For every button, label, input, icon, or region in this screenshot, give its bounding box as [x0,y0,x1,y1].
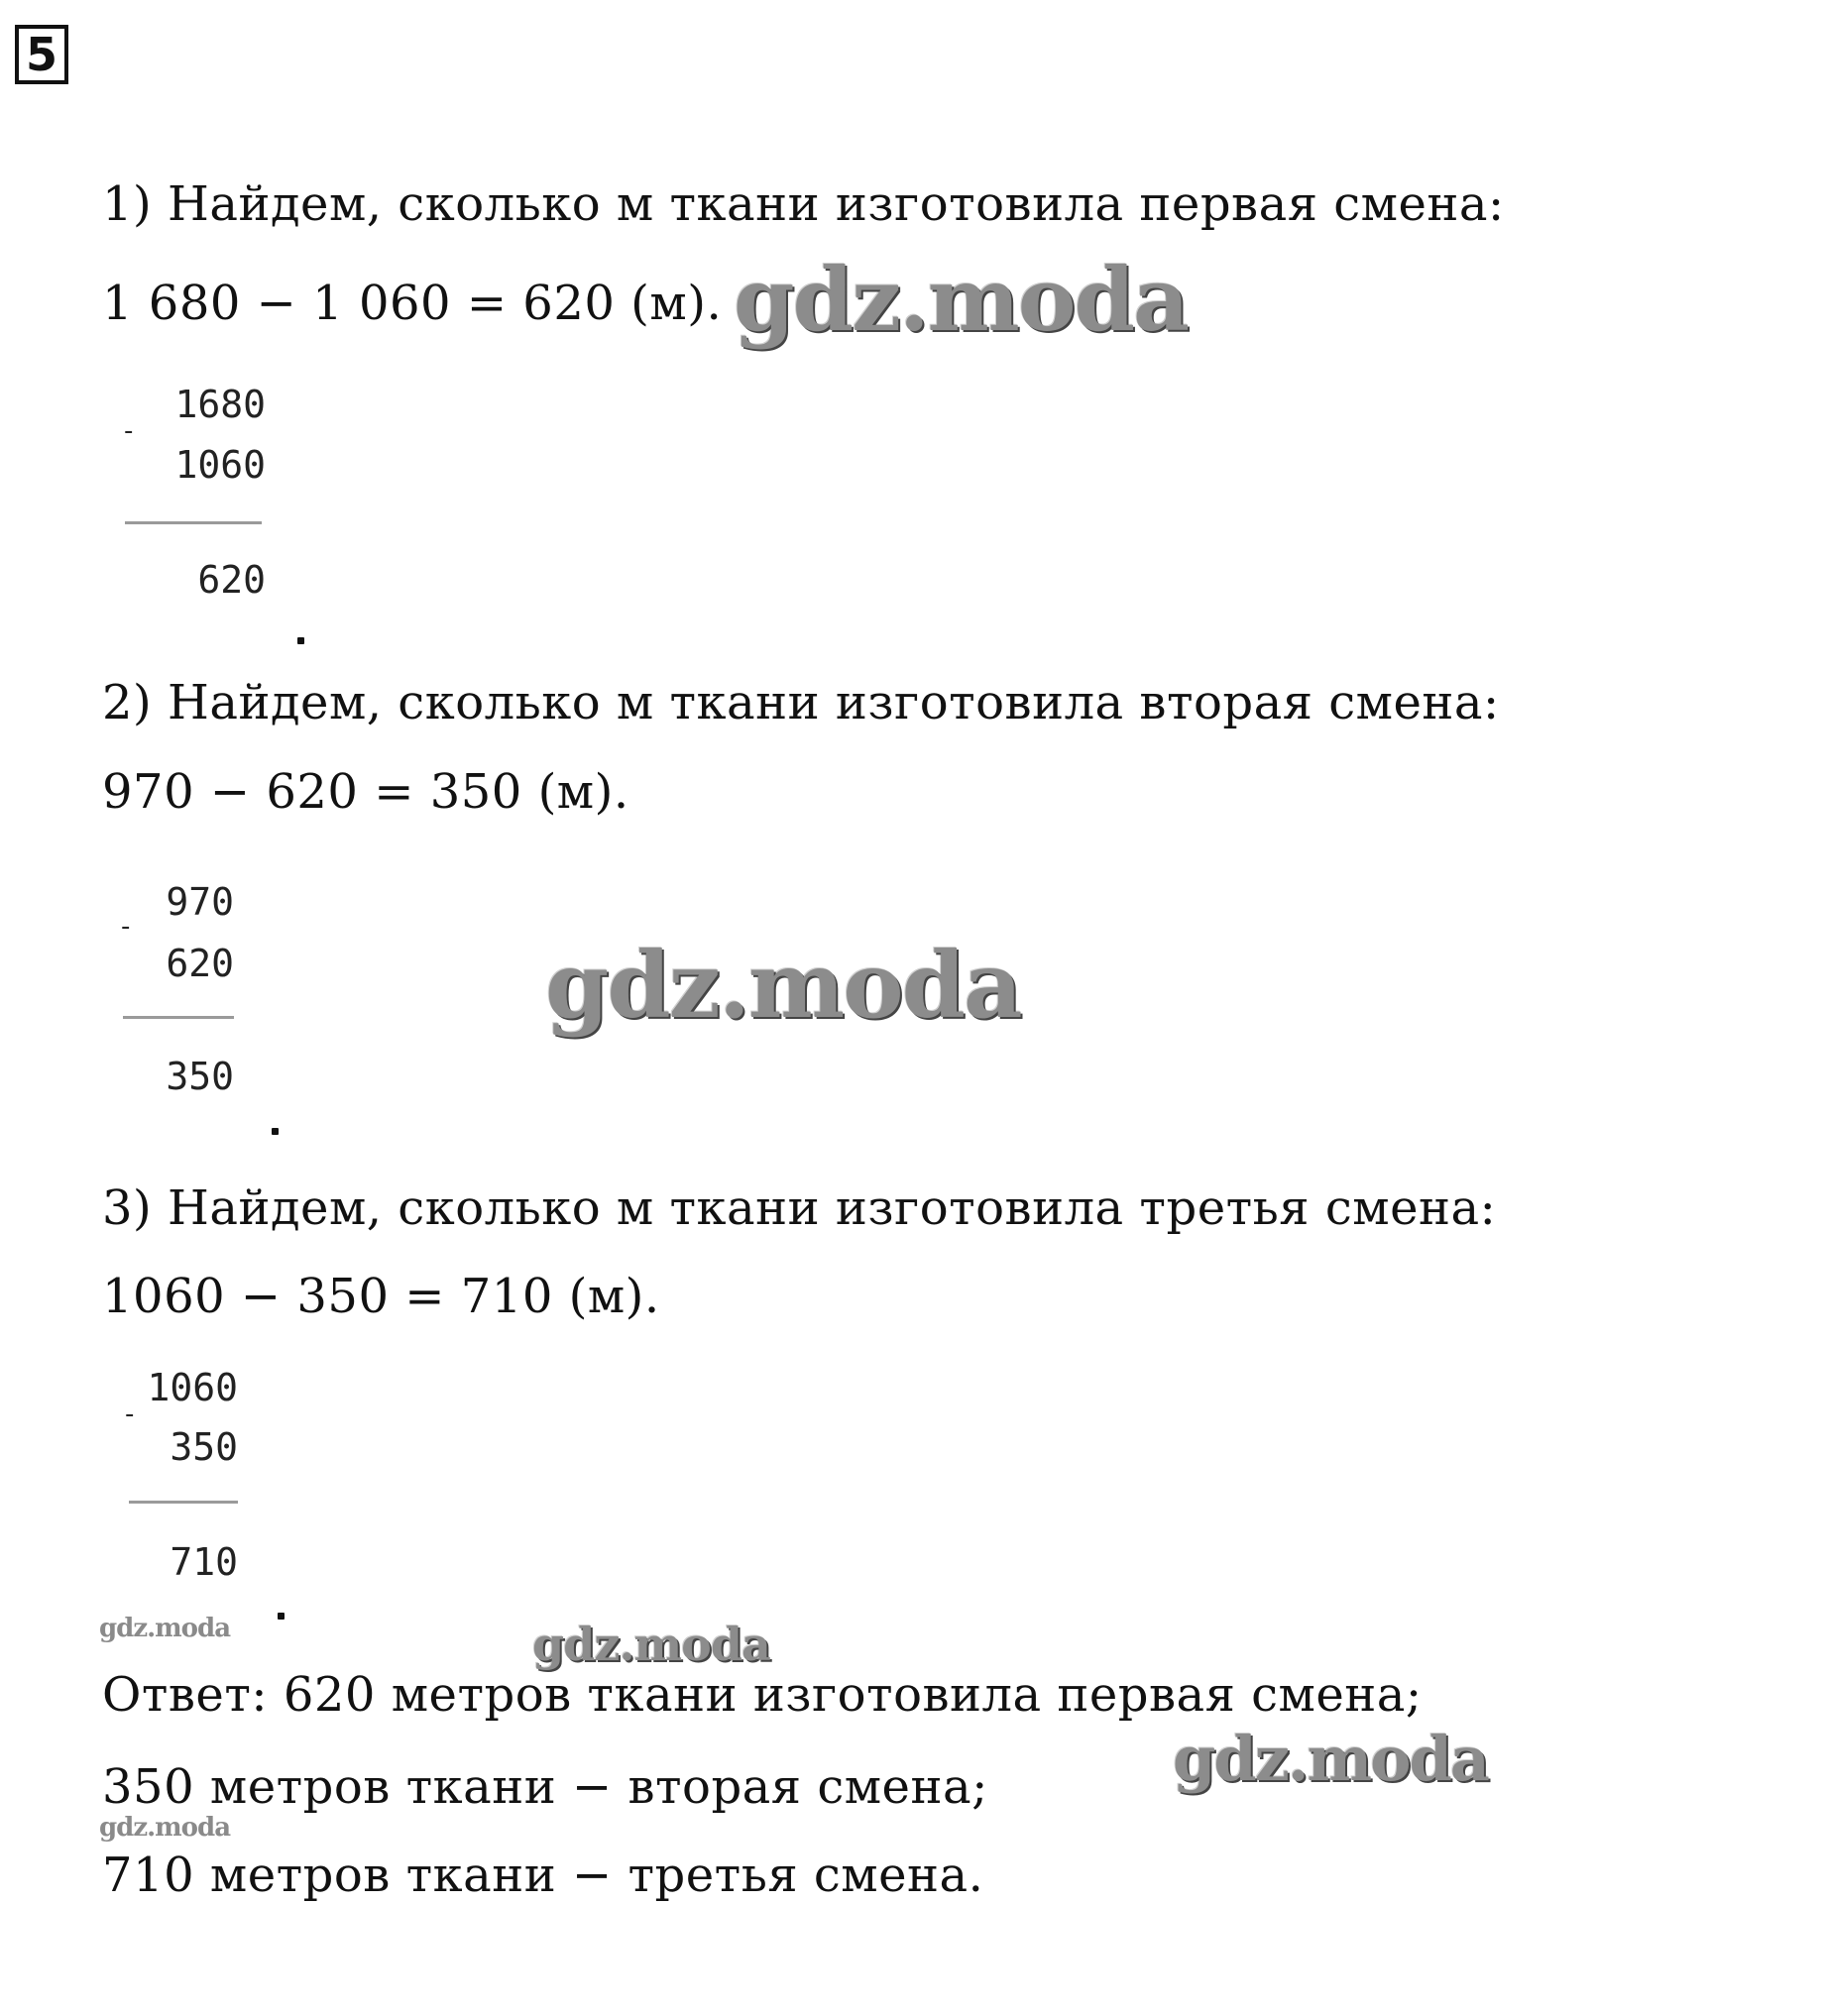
step-2-text: 2) Найдем, сколько м ткани изготовила вторая смена: [102,675,1500,730]
watermark-small: gdz.moda [99,1614,231,1643]
watermark-logo: gdz.moda [545,932,1021,1039]
step-3-text: 3) Найдем, сколько м ткани изготовила третья смена: [102,1180,1497,1236]
step-2-minuend: 970 [166,880,234,924]
step-1-result: 620 [197,558,266,602]
step-1-rule [125,521,262,524]
task-number-box: 5 [15,25,68,84]
step-3-result: 710 [170,1540,238,1584]
step-3-minus-sign: - [125,1400,135,1429]
step-3-minuend: 1060 [147,1366,238,1409]
step-1-period [297,637,304,644]
answer-line-1: Ответ: 620 метров ткани изготовила первая смена; [102,1667,1423,1723]
answer-line-2: 350 метров ткани − вторая смена; [102,1759,988,1815]
step-2-period [272,1128,279,1135]
step-3-rule [129,1501,238,1504]
watermark-small: gdz.moda [99,1813,231,1843]
step-1-minuend: 1680 [174,383,266,426]
step-2-rule [123,1016,234,1019]
watermark-logo: gdz.moda [734,248,1189,351]
step-3-subtrahend: 350 [170,1425,238,1469]
step-2-subtrahend: 620 [166,942,234,985]
step-1-minus-sign: - [124,416,134,446]
step-3-period [278,1613,285,1620]
step-1-text: 1) Найдем, сколько м ткани изготовила первая смена: [102,176,1505,232]
step-2-expression: 970 − 620 = 350 (м). [102,764,629,820]
watermark-logo: gdz.moda [1173,1723,1488,1795]
step-1-subtrahend: 1060 [174,443,266,487]
step-2-minus-sign: - [121,912,131,942]
step-3-expression: 1060 − 350 = 710 (м). [102,1269,660,1324]
step-2-result: 350 [166,1055,234,1098]
answer-line-3: 710 метров ткани − третья смена. [102,1848,984,1903]
step-1-expression: 1 680 − 1 060 = 620 (м). [102,276,723,331]
watermark-logo: gdz.moda [532,1618,770,1671]
